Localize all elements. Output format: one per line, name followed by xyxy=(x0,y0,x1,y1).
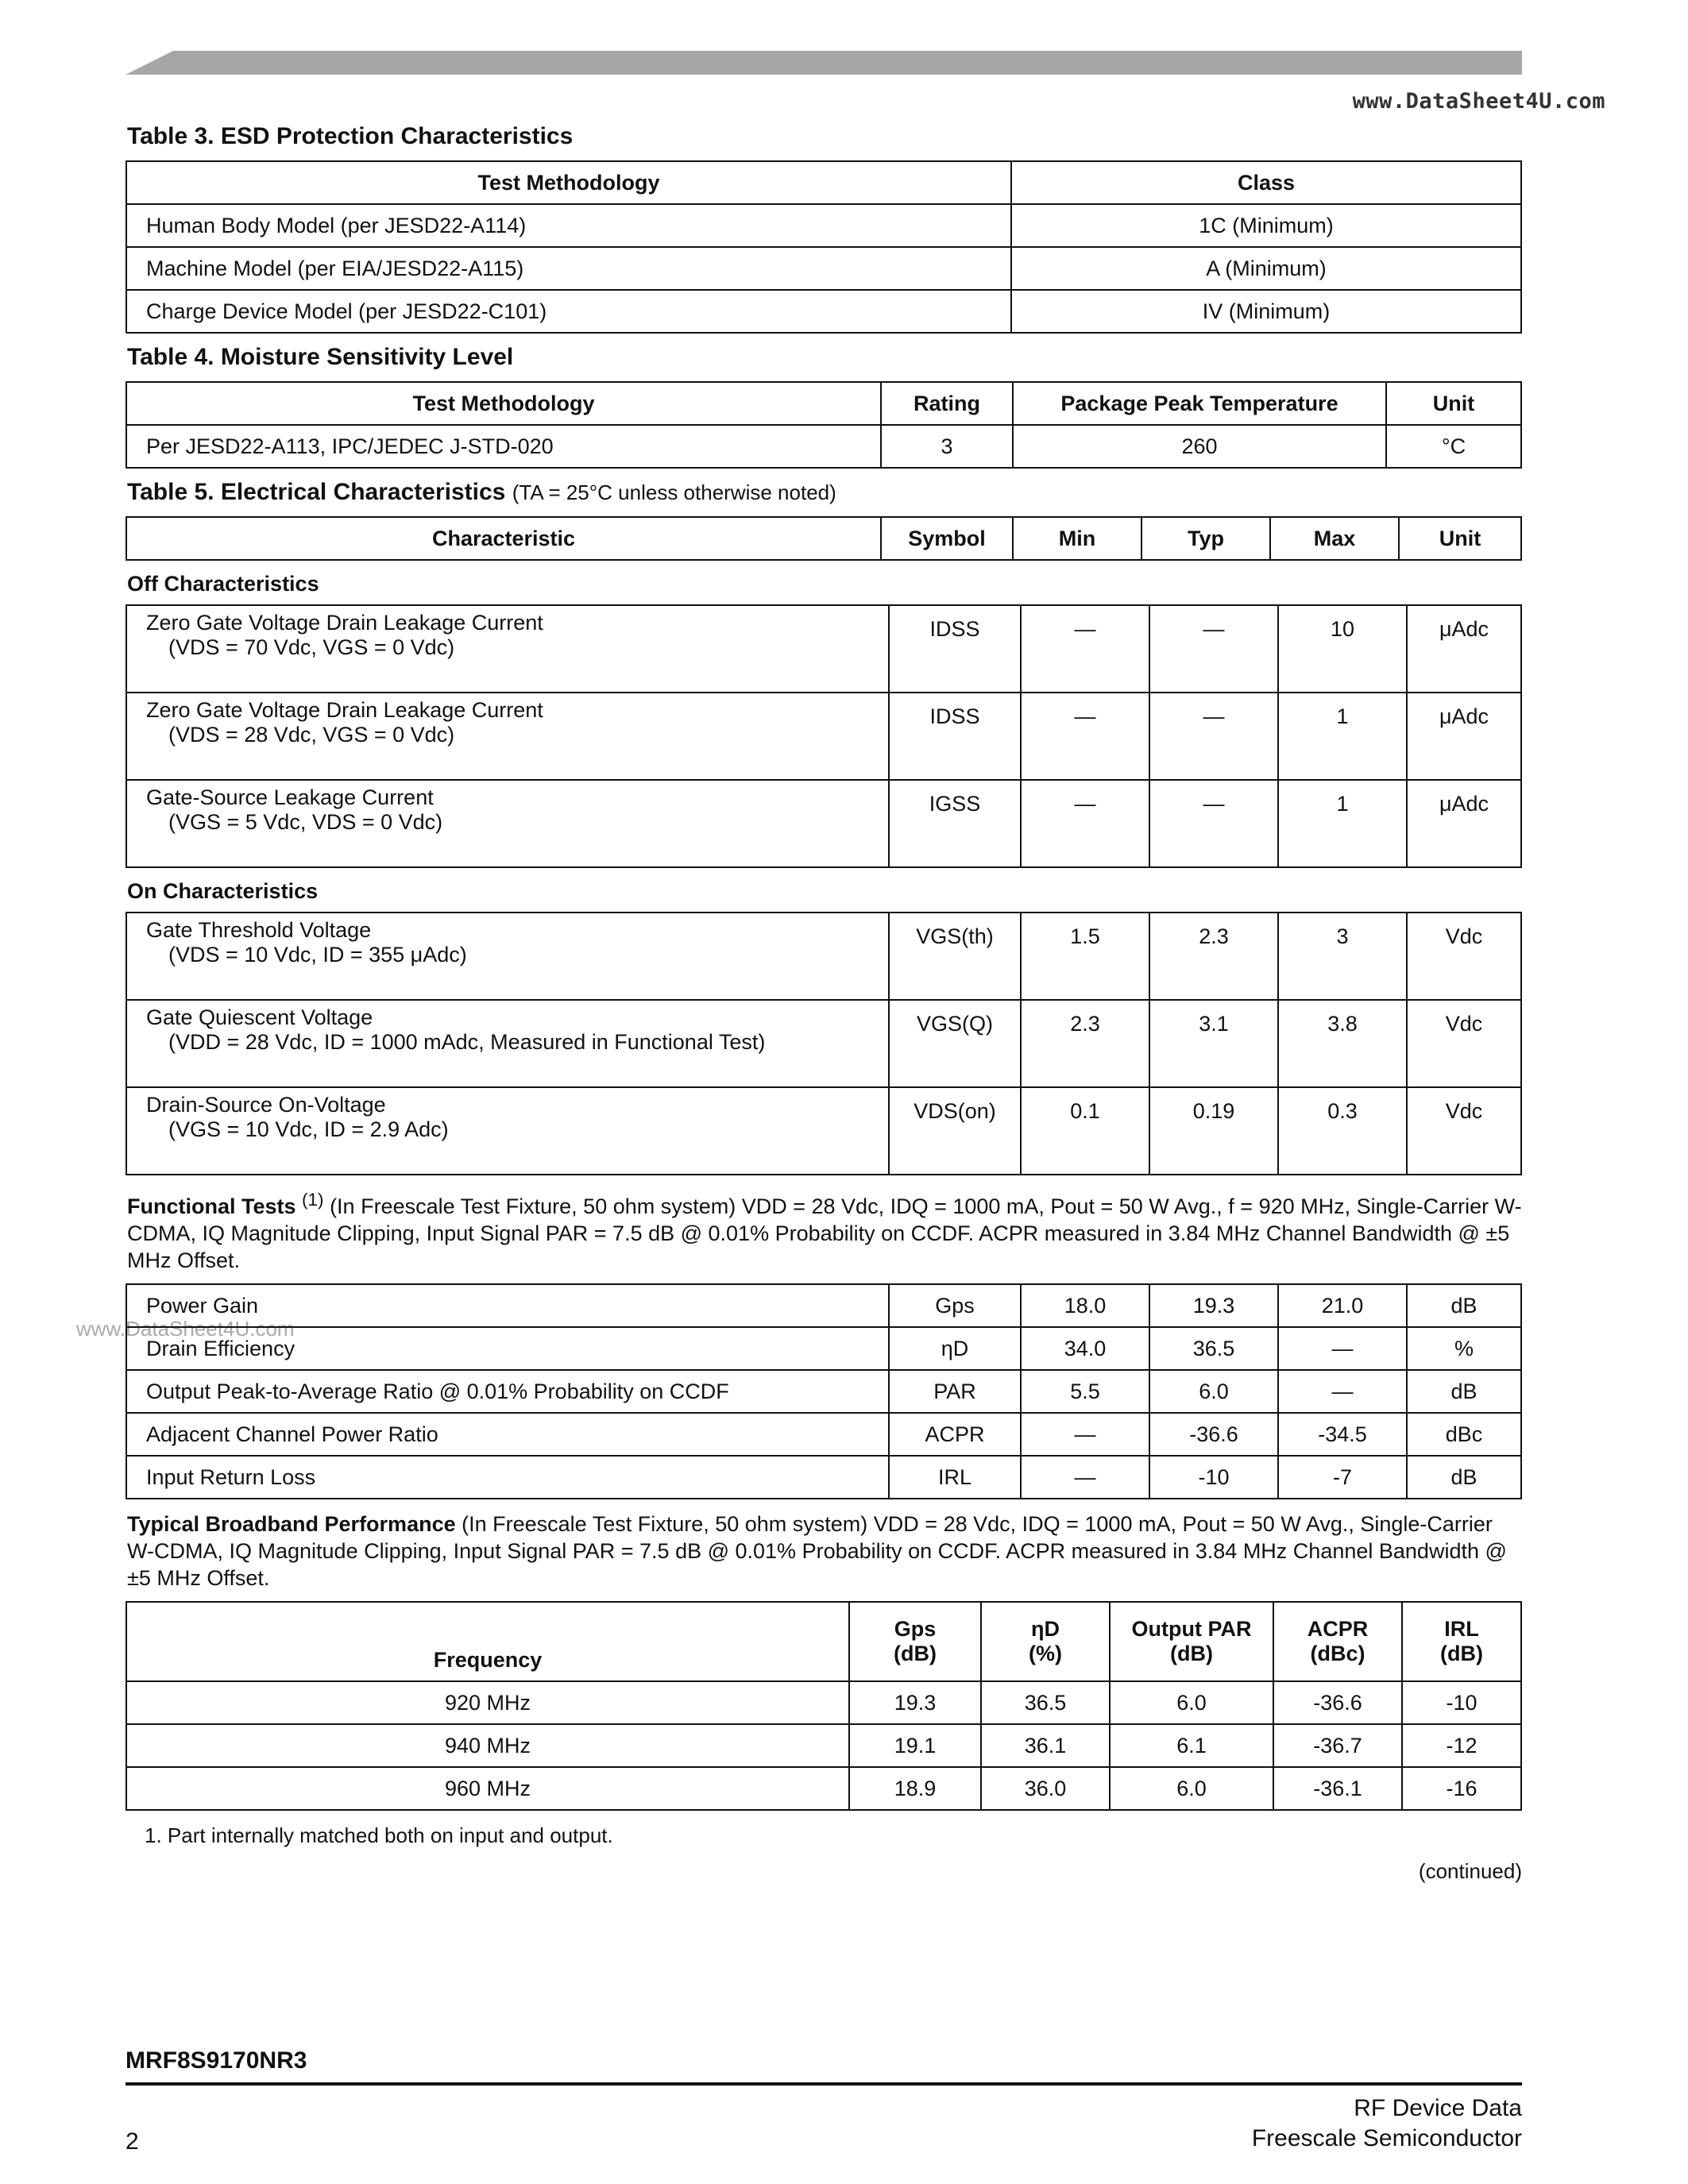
table4-header: Test Methodology xyxy=(126,382,881,425)
table-row xyxy=(126,247,1521,290)
char-cell: Power Gain xyxy=(126,1284,889,1327)
typ-cell: 6.0 xyxy=(1149,1370,1278,1413)
char-cell: Gate Threshold Voltage (VDS = 10 Vdc, ID = 355 μAdc) xyxy=(126,913,889,1000)
symbol-cell: VGS(Q) xyxy=(889,1000,1021,1087)
typ-cell: 2.3 xyxy=(1149,913,1278,1000)
table-cell: 6.1 xyxy=(1110,1724,1273,1767)
table-cell: Charge Device Model (per JESD22-C101) xyxy=(126,290,1011,333)
table-cell: Human Body Model (per JESD22-A114) xyxy=(126,204,1011,247)
max-cell: 1 xyxy=(1278,780,1407,867)
table-cell: IV (Minimum) xyxy=(1011,290,1521,333)
table5-condition: (TA = 25°C unless otherwise noted) xyxy=(512,480,836,504)
table-cell: 19.1 xyxy=(849,1724,981,1767)
table-cell: -12 xyxy=(1402,1724,1521,1767)
table-row xyxy=(126,1724,1521,1767)
table-row xyxy=(126,204,1521,247)
table-cell: Machine Model (per EIA/JESD22-A115) xyxy=(126,247,1011,290)
table4-header: Package Peak Temperature xyxy=(1013,382,1386,425)
functional-tests-table xyxy=(126,1283,1522,1499)
table-row xyxy=(126,290,1521,333)
table-cell: 960 MHz xyxy=(126,1767,849,1810)
symbol-cell: IGSS xyxy=(889,780,1021,867)
functional-tests-description xyxy=(127,1187,1522,1274)
min-cell: 2.3 xyxy=(1021,1000,1149,1087)
header-bar xyxy=(126,51,1522,75)
table-row xyxy=(126,913,1521,1000)
table-cell: 18.9 xyxy=(849,1767,981,1810)
footer-model-number: MRF8S9170NR3 xyxy=(126,2047,307,2074)
table-cell: -36.1 xyxy=(1273,1767,1402,1810)
min-cell: 34.0 xyxy=(1021,1327,1149,1370)
max-cell: 10 xyxy=(1278,605,1407,693)
broadband-header: ACPR (dBc) xyxy=(1273,1602,1402,1681)
table5-title-text: Table 5. Electrical Characteristics xyxy=(127,479,506,505)
broadband-label: Typical Broadband Performance xyxy=(127,1512,456,1536)
table-row xyxy=(126,780,1521,867)
functional-tests-text: (In Freescale Test Fixture, 50 ohm system) VDD = 28 Vdc, IDQ = 1000 mA, Pout = 50 W Avg., f = 920 MHz, Single-Carrier W-CDMA, IQ Magnitude Clipping, Input Signal PAR = 7.5 dB @ 0.01% Probability on CCDF. ACPR measured in 3.84 MHz Channel Bandwidth @ ±5 MHz Offset. xyxy=(127,1194,1522,1272)
footnote: 1. Part internally matched both on input and output. xyxy=(145,1823,613,1847)
continued-label: (continued) xyxy=(1418,1859,1522,1883)
symbol-cell: VDS(on) xyxy=(889,1087,1021,1175)
table-cell: 3 xyxy=(881,425,1013,468)
typ-cell: -36.6 xyxy=(1149,1413,1278,1456)
footer-line1: RF Device Data xyxy=(1354,2095,1522,2121)
broadband-description xyxy=(127,1511,1522,1592)
on-characteristics-table xyxy=(126,912,1522,1175)
broadband-header: Frequency xyxy=(126,1602,849,1681)
table-row xyxy=(126,1767,1521,1810)
typ-cell: 19.3 xyxy=(1149,1284,1278,1327)
typ-cell: — xyxy=(1149,605,1278,693)
table5-header: Min xyxy=(1013,517,1141,560)
max-cell: 3 xyxy=(1278,913,1407,1000)
char-cell: Output Peak-to-Average Ratio @ 0.01% Probability on CCDF xyxy=(126,1370,889,1413)
char-cell: Drain Efficiency xyxy=(126,1327,889,1370)
table-cell: 920 MHz xyxy=(126,1681,849,1724)
char-cell: Zero Gate Voltage Drain Leakage Current (VDS = 70 Vdc, VGS = 0 Vdc) xyxy=(126,605,889,693)
table-cell: 260 xyxy=(1013,425,1386,468)
min-cell: 5.5 xyxy=(1021,1370,1149,1413)
min-cell: 18.0 xyxy=(1021,1284,1149,1327)
broadband-header: IRL (dB) xyxy=(1402,1602,1521,1681)
off-characteristics-label: Off Characteristics xyxy=(127,572,319,596)
table-cell: -36.6 xyxy=(1273,1681,1402,1724)
max-cell: — xyxy=(1278,1370,1407,1413)
table-row xyxy=(126,1456,1521,1499)
table4-title: Table 4. Moisture Sensitivity Level xyxy=(127,344,514,370)
table-row xyxy=(126,425,1521,468)
table-cell: 6.0 xyxy=(1110,1767,1273,1810)
min-cell: 1.5 xyxy=(1021,913,1149,1000)
off-characteristics-table xyxy=(126,604,1522,868)
table-cell: -36.7 xyxy=(1273,1724,1402,1767)
table3-header: Class xyxy=(1011,161,1521,204)
char-cell: Gate Quiescent Voltage (VDD = 28 Vdc, ID = 1000 mAdc, Measured in Functional Test) xyxy=(126,1000,889,1087)
typ-cell: — xyxy=(1149,780,1278,867)
broadband-header: Output PAR (dB) xyxy=(1110,1602,1273,1681)
broadband-text: (In Freescale Test Fixture, 50 ohm system) VDD = 28 Vdc, IDQ = 1000 mA, Pout = 50 W Avg., Single-Carrier W-CDMA, IQ Magnitude Clipping, Input Signal PAR = 7.5 dB @ 0.01% Probability on CCDF. ACPR measured in 3.84 MHz Channel Bandwidth @ ±5 MHz Offset. xyxy=(127,1512,1507,1590)
table-cell: -10 xyxy=(1402,1681,1521,1724)
page-number: 2 xyxy=(126,2128,139,2155)
max-cell: -34.5 xyxy=(1278,1413,1407,1456)
unit-cell: dB xyxy=(1407,1370,1521,1413)
watermark-mid: www.DataSheet4U.com xyxy=(76,1317,295,1341)
table-cell: 36.5 xyxy=(981,1681,1110,1724)
symbol-cell: IDSS xyxy=(889,693,1021,780)
max-cell: 0.3 xyxy=(1278,1087,1407,1175)
table5-header: Max xyxy=(1270,517,1399,560)
typ-cell: — xyxy=(1149,693,1278,780)
table-cell: -16 xyxy=(1402,1767,1521,1810)
table-cell: A (Minimum) xyxy=(1011,247,1521,290)
table-cell: 36.1 xyxy=(981,1724,1110,1767)
footnote-ref: (1) xyxy=(302,1190,324,1210)
footer-publisher xyxy=(1252,2093,1522,2154)
symbol-cell: Gps xyxy=(889,1284,1021,1327)
min-cell: — xyxy=(1021,1456,1149,1499)
table4-header: Unit xyxy=(1386,382,1521,425)
table-cell: 1C (Minimum) xyxy=(1011,204,1521,247)
char-cell: Drain-Source On-Voltage (VGS = 10 Vdc, ID = 2.9 Adc) xyxy=(126,1087,889,1175)
table-row xyxy=(126,1681,1521,1724)
symbol-cell: ηD xyxy=(889,1327,1021,1370)
table5-header: Typ xyxy=(1141,517,1270,560)
symbol-cell: IDSS xyxy=(889,605,1021,693)
unit-cell: Vdc xyxy=(1407,1087,1521,1175)
table-row xyxy=(126,1327,1521,1370)
typ-cell: -10 xyxy=(1149,1456,1278,1499)
unit-cell: μAdc xyxy=(1407,605,1521,693)
table5-header: Characteristic xyxy=(126,517,881,560)
broadband-header: ηD (%) xyxy=(981,1602,1110,1681)
table-cell: Per JESD22-A113, IPC/JEDEC J-STD-020 xyxy=(126,425,881,468)
table-row xyxy=(126,693,1521,780)
table5-header: Unit xyxy=(1399,517,1521,560)
min-cell: — xyxy=(1021,1413,1149,1456)
table-cell: 6.0 xyxy=(1110,1681,1273,1724)
char-cell: Adjacent Channel Power Ratio xyxy=(126,1413,889,1456)
functional-tests-label: Functional Tests xyxy=(127,1194,296,1218)
page-content xyxy=(126,119,1522,1884)
max-cell: — xyxy=(1278,1327,1407,1370)
symbol-cell: VGS(th) xyxy=(889,913,1021,1000)
footer-line2: Freescale Semiconductor xyxy=(1251,2125,1522,2151)
table3-title: Table 3. ESD Protection Characteristics xyxy=(127,123,574,149)
min-cell: — xyxy=(1021,780,1149,867)
max-cell: 21.0 xyxy=(1278,1284,1407,1327)
table-row xyxy=(126,1087,1521,1175)
broadband-header: Gps (dB) xyxy=(849,1602,981,1681)
min-cell: 0.1 xyxy=(1021,1087,1149,1175)
symbol-cell: PAR xyxy=(889,1370,1021,1413)
unit-cell: dBc xyxy=(1407,1413,1521,1456)
table5-header-table xyxy=(126,516,1522,561)
table-row xyxy=(126,605,1521,693)
table3 xyxy=(126,160,1522,334)
char-cell: Input Return Loss xyxy=(126,1456,889,1499)
table5-header: Symbol xyxy=(881,517,1013,560)
table-cell: 19.3 xyxy=(849,1681,981,1724)
table5-title xyxy=(127,478,1522,507)
unit-cell: dB xyxy=(1407,1284,1521,1327)
symbol-cell: ACPR xyxy=(889,1413,1021,1456)
max-cell: 3.8 xyxy=(1278,1000,1407,1087)
max-cell: -7 xyxy=(1278,1456,1407,1499)
typ-cell: 0.19 xyxy=(1149,1087,1278,1175)
unit-cell: μAdc xyxy=(1407,780,1521,867)
unit-cell: dB xyxy=(1407,1456,1521,1499)
unit-cell: μAdc xyxy=(1407,693,1521,780)
max-cell: 1 xyxy=(1278,693,1407,780)
watermark-top: www.DataSheet4U.com xyxy=(1352,89,1605,114)
typ-cell: 36.5 xyxy=(1149,1327,1278,1370)
table-row xyxy=(126,1000,1521,1087)
char-cell: Zero Gate Voltage Drain Leakage Current (VDS = 28 Vdc, VGS = 0 Vdc) xyxy=(126,693,889,780)
table-row xyxy=(126,1284,1521,1327)
unit-cell: % xyxy=(1407,1327,1521,1370)
table-cell: °C xyxy=(1386,425,1521,468)
min-cell: — xyxy=(1021,693,1149,780)
table-cell: 36.0 xyxy=(981,1767,1110,1810)
table-cell: 940 MHz xyxy=(126,1724,849,1767)
table4-header: Rating xyxy=(881,382,1013,425)
table4 xyxy=(126,381,1522,469)
symbol-cell: IRL xyxy=(889,1456,1021,1499)
table3-header: Test Methodology xyxy=(126,161,1011,204)
unit-cell: Vdc xyxy=(1407,913,1521,1000)
typ-cell: 3.1 xyxy=(1149,1000,1278,1087)
footer-divider xyxy=(126,2082,1522,2086)
char-cell: Gate-Source Leakage Current (VGS = 5 Vdc, VDS = 0 Vdc) xyxy=(126,780,889,867)
min-cell: — xyxy=(1021,605,1149,693)
unit-cell: Vdc xyxy=(1407,1000,1521,1087)
on-characteristics-label: On Characteristics xyxy=(127,879,319,903)
broadband-table xyxy=(126,1601,1522,1811)
table-row xyxy=(126,1413,1521,1456)
table-row xyxy=(126,1370,1521,1413)
